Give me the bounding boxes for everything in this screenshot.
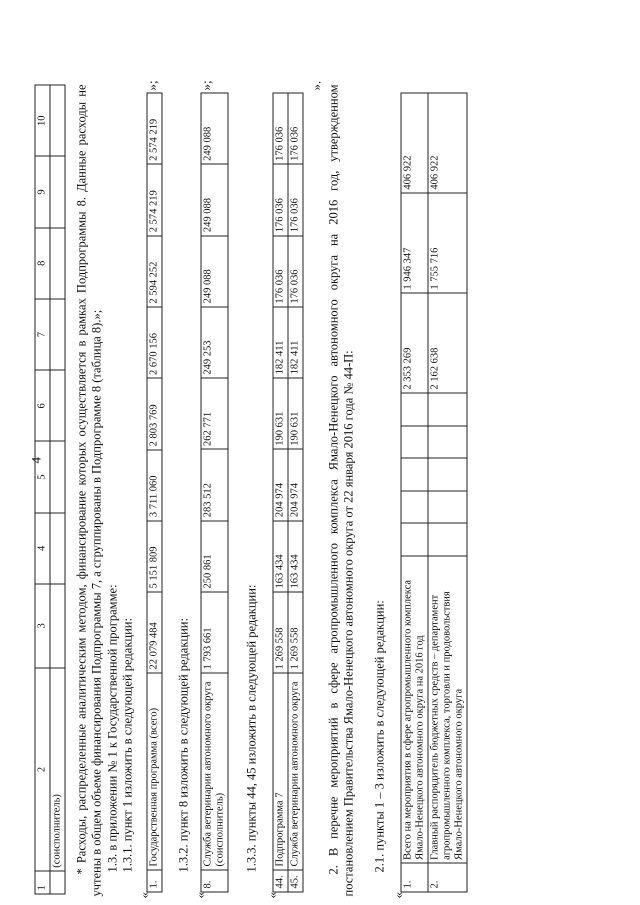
table-3	[273, 93, 304, 893]
page-number: 4	[28, 457, 44, 464]
col-header: 4	[35, 513, 50, 584]
header-table	[35, 85, 66, 895]
table-row: 45. Служба ветеринарии автономного округа 1 269 558 163 434 204 974 190 631 182 411 176 036 176 036 176 036	[288, 93, 303, 892]
open-quote: «	[192, 892, 208, 899]
paragraph-1-3-2: 1.3.2. пункт 8 изложить в следующей редакции:	[176, 618, 191, 873]
paragraph-2: 2. В перечне мероприятий в сфере агропромышленного комплекса Ямало-Ненецкого автономного округа на 2016 год, утвержденном постановлением Правительства Ямало-Ненецкого автономного округа от 22 января 2016 года № 44-П:	[326, 84, 356, 897]
footnote: * Расходы, распределенные аналитическим методом, финансирование которых осуществляется в рамках Подпрограммы 8. Данные расходы не учтены в общем объеме финансирования Подпрограммы 7, а сгруппированы в Подпрограмме 8 (таблица 8).»;	[74, 84, 104, 897]
table-row	[35, 85, 50, 894]
table-row: 1. Государственная программа (всего) 22 079 484 5 151 809 3 711 060 2 803 769 2 670 156 2 594 252 2 574 219 2 574 219	[147, 93, 162, 892]
paragraph-1-3: 1.3. в приложении № 1 к Государственной программе:	[105, 584, 120, 873]
close-quote: »;	[144, 80, 160, 91]
table-row: 2. Главный распорядитель бюджетных средств – департамент агропромышленного комплекса, торговли и продовольствия Ямало-Ненецкого автономного округа 2 162 638 1 755 716 406 922	[428, 93, 467, 892]
table-row	[50, 85, 65, 894]
col-header: 10	[35, 85, 50, 156]
close-quote: »;	[198, 80, 214, 91]
table-row: 8. Служба ветеринарии автономного округа (соисполнитель) 1 793 661 250 861 283 512 262 771 249 253 249 088 249 088 249 088	[201, 93, 228, 892]
table-cell: (соисполнитель)	[50, 668, 65, 872]
paragraph-1-3-3: 1.3.3. пункты 44, 45 изложить в следующей редакции:	[244, 584, 259, 873]
col-header: 3	[35, 584, 50, 668]
col-header: 6	[35, 370, 50, 441]
col-header: 8	[35, 228, 50, 299]
table-row: 1. Всего на мероприятия в сфере агропромышленного комплекса Ямало-Ненецкого автономного округа на 2016 год 2 353 269 1 946 347 406 922	[401, 93, 428, 892]
col-header: 5	[35, 442, 50, 513]
col-header: 1	[35, 871, 50, 894]
open-quote: «	[136, 892, 152, 899]
paragraph-2-1: 2.1. пункты 1 – 3 изложить в следующей редакции:	[372, 600, 387, 873]
rotated-document-page	[1, 0, 640, 905]
col-header: 7	[35, 299, 50, 370]
open-quote: «	[390, 892, 406, 899]
col-header: 2	[35, 668, 50, 872]
table-1	[147, 93, 163, 893]
close-quote: ».	[308, 80, 324, 91]
table-2	[201, 93, 229, 893]
col-header: 9	[35, 156, 50, 227]
open-quote: «	[264, 892, 280, 899]
paragraph-1-3-1: 1.3.1. пункт 1 изложить в следующей редакции:	[120, 618, 135, 873]
table-row: 44. Подпрограмма 7 1 269 558 163 434 204 974 190 631 182 411 176 036 176 036 176 036	[273, 93, 288, 892]
table-4	[401, 93, 468, 893]
